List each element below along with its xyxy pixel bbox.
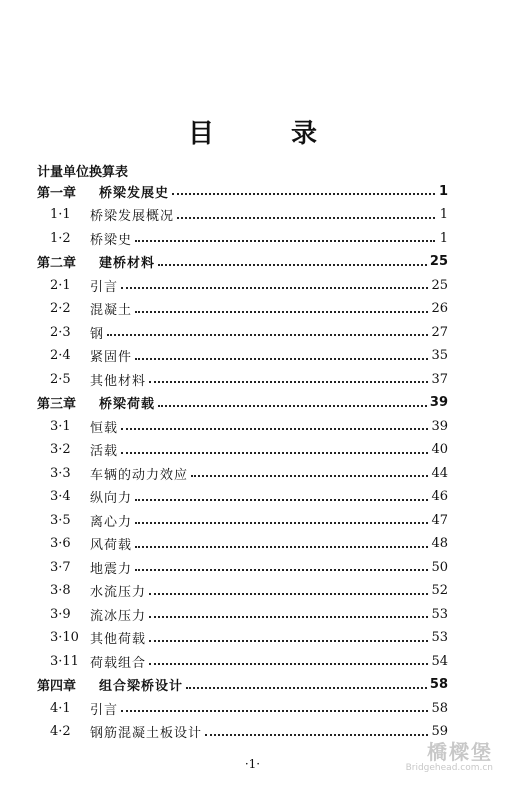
dot-leader	[135, 348, 428, 360]
watermark-url: Bridgehead.com.cn	[405, 763, 493, 773]
toc-entry-page: 59	[431, 724, 448, 739]
toc-entry-title: 钢	[90, 326, 105, 342]
toc-entry-page: 39	[429, 395, 448, 410]
page-title: 目 录	[187, 119, 352, 149]
toc-entry-number: 2·4	[50, 348, 71, 363]
toc-entry-number: 2·5	[50, 371, 71, 387]
toc-entry-title: 纵向力	[90, 491, 133, 506]
toc-entry-number: 3·2	[50, 442, 71, 457]
toc-entry-number: 第二章	[37, 256, 77, 271]
toc-section-row	[50, 345, 448, 367]
toc-entry-number: 3·4	[50, 489, 71, 504]
toc-entry-title: 恒载	[90, 420, 119, 436]
toc-entry-title: 荷载组合	[90, 655, 147, 671]
toc-entry-page: 39	[431, 418, 448, 434]
dot-leader	[186, 677, 427, 689]
toc-entry-number: 3·1	[50, 418, 71, 434]
page-number: ·1·	[244, 757, 261, 771]
toc-entry-title: 钢筋混凝土板设计	[90, 726, 203, 741]
toc-entry-title: 桥梁史	[90, 232, 133, 248]
toc-entry-number: 1·1	[50, 207, 71, 222]
toc-entry-page: 37	[431, 371, 448, 387]
toc-section-row	[50, 439, 448, 461]
toc-section-row	[50, 486, 448, 508]
toc-entry-number: 3·8	[50, 583, 71, 598]
toc-section-row	[50, 321, 448, 343]
dot-leader	[149, 630, 428, 642]
toc-entry-title: 地震力	[90, 561, 133, 577]
toc-entry-page: 1	[438, 183, 448, 199]
dot-leader	[135, 559, 428, 571]
dot-leader	[158, 254, 427, 266]
toc-entry-number: 3·6	[50, 536, 71, 551]
dot-leader	[135, 489, 428, 501]
toc-entry-page: 26	[431, 301, 448, 316]
toc-section-row	[50, 227, 448, 249]
toc-entry-number: 2·3	[50, 324, 71, 340]
toc-entry-page: 58	[429, 677, 448, 692]
toc-entry-page: 1	[439, 207, 448, 222]
toc-entry-number: 3·10	[50, 630, 79, 645]
toc-entry-page: 54	[431, 653, 448, 669]
toc-section-row	[50, 721, 448, 743]
toc-section-row	[50, 462, 448, 484]
toc-section-row	[50, 603, 448, 625]
toc-entry-title: 流冰压力	[90, 608, 147, 624]
toc-entry-number: 4·1	[50, 700, 71, 716]
toc-entry-title: 桥梁荷载	[99, 397, 156, 412]
toc-entry-number: 4·2	[50, 724, 71, 739]
toc-entry-number: 3·11	[50, 653, 79, 669]
toc-entry-page: 46	[431, 489, 448, 504]
dot-leader	[149, 371, 428, 383]
dot-leader	[149, 606, 428, 618]
toc-entry-title: 混凝土	[90, 303, 133, 318]
toc-entry-title: 组合梁桥设计	[99, 679, 184, 694]
toc-entry-page: 35	[431, 348, 448, 363]
dot-leader	[121, 442, 428, 454]
toc-entry-number: 3·5	[50, 512, 71, 528]
toc-entry-page: 1	[439, 230, 448, 246]
toc-entry-title: 其他材料	[90, 373, 147, 389]
toc-chapter-row	[37, 674, 448, 696]
toc-entry-page: 58	[431, 700, 448, 716]
dot-leader	[205, 724, 428, 736]
watermark-logo: 橋樑堡	[427, 740, 493, 764]
toc-entry-number: 3·7	[50, 559, 71, 575]
toc-entry-page: 53	[431, 630, 448, 645]
toc-entry-unit-conversion: 计量单位换算表	[37, 165, 129, 180]
toc-entry-page: 25	[431, 277, 448, 293]
toc-section-row	[50, 556, 448, 578]
dot-leader	[135, 512, 428, 524]
toc-entry-page: 50	[431, 559, 448, 575]
toc-section-row	[50, 274, 448, 296]
dot-leader	[121, 277, 428, 289]
toc-chapter-row	[37, 251, 448, 273]
toc-entry-title: 建桥材料	[99, 256, 156, 271]
dot-leader	[135, 301, 428, 313]
toc-entry-page: 48	[431, 536, 448, 551]
toc-entry-number: 3·9	[50, 606, 71, 622]
toc-entry-number: 2·2	[50, 301, 71, 316]
toc-chapter-row	[37, 392, 448, 414]
toc-entry-page: 52	[431, 583, 448, 598]
dot-leader	[121, 700, 428, 712]
toc-entry-number: 第四章	[37, 679, 77, 694]
toc-entry-title: 水流压力	[90, 585, 147, 600]
toc-entry-number: 2·1	[50, 277, 71, 293]
toc-entry-title: 离心力	[90, 514, 133, 530]
dot-leader	[107, 324, 428, 336]
toc-section-row	[50, 697, 448, 719]
toc-entry-page: 47	[431, 512, 448, 528]
toc-entry-title: 紧固件	[90, 350, 133, 365]
dot-leader	[149, 583, 428, 595]
toc-entry-title: 车辆的动力效应	[90, 467, 189, 483]
toc-chapter-row	[37, 180, 448, 202]
toc-section-row	[50, 627, 448, 649]
watermark	[406, 736, 493, 773]
toc-entry-page: 53	[431, 606, 448, 622]
toc-section-row	[50, 368, 448, 390]
toc-section-row	[50, 533, 448, 555]
toc-entry-title: 引言	[90, 702, 119, 718]
toc-section-row	[50, 204, 448, 226]
toc-section-row	[50, 415, 448, 437]
toc-entry-number: 3·3	[50, 465, 71, 481]
toc-section-row	[50, 650, 448, 672]
dot-leader	[158, 395, 427, 407]
toc-entry-title: 风荷载	[90, 538, 133, 553]
dot-leader	[191, 465, 428, 477]
dot-leader	[149, 653, 428, 665]
toc-entry-title: 引言	[90, 279, 119, 295]
toc-entry-number: 第一章	[37, 185, 77, 201]
toc-entry-number: 第三章	[37, 397, 77, 412]
toc-section-row	[50, 298, 448, 320]
toc-entry-number: 1·2	[50, 230, 71, 246]
dot-leader	[135, 230, 435, 242]
toc-entry-title: 桥梁发展概况	[90, 209, 175, 224]
toc-entry-page: 40	[431, 442, 448, 457]
dot-leader	[177, 207, 435, 219]
toc-section-row	[50, 509, 448, 531]
dot-leader	[121, 418, 428, 430]
dot-leader	[172, 183, 435, 195]
toc-entry-page: 44	[431, 465, 448, 481]
toc-entry-title: 活载	[90, 444, 119, 459]
toc-section-row	[50, 580, 448, 602]
toc-entry-title: 桥梁发展史	[99, 185, 170, 201]
toc-entry-page: 25	[429, 254, 448, 269]
toc-entry-title: 其他荷载	[90, 632, 147, 647]
dot-leader	[135, 536, 428, 548]
toc-entry-page: 27	[431, 324, 448, 340]
